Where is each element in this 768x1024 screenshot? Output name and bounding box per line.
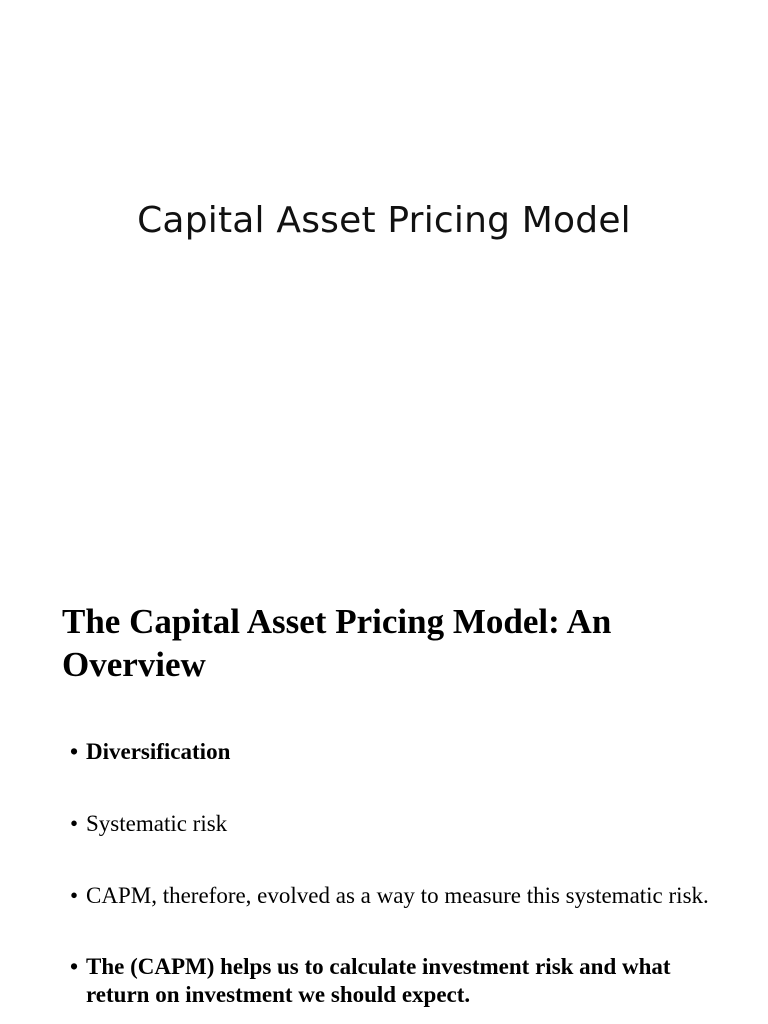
bullet-dot-icon: •: [70, 954, 79, 979]
bullet-capm-helps: [70, 953, 710, 1009]
slide-title: Capital Asset Pricing Model: [137, 200, 631, 241]
bullet-text: The (CAPM) helps us to calculate investment risk and what return on investment we should expect.: [86, 954, 671, 1007]
bullet-text: Systematic risk: [86, 811, 228, 836]
bullet-list: [70, 738, 710, 1024]
overview-slide-title: The Capital Asset Pricing Model: An Overview: [62, 602, 612, 684]
bullet-dot-icon: •: [70, 883, 79, 908]
bullet-dot-icon: •: [70, 739, 79, 764]
bullet-text: CAPM, therefore, evolved as a way to measure this systematic risk.: [86, 883, 709, 908]
bullet-text: Diversification: [86, 739, 231, 764]
overview-slide: [0, 576, 768, 1024]
bullet-diversification: [70, 738, 710, 766]
bullet-systematic-risk: [70, 810, 710, 838]
bullet-capm-evolved: [70, 882, 710, 910]
bullet-dot-icon: •: [70, 811, 79, 836]
